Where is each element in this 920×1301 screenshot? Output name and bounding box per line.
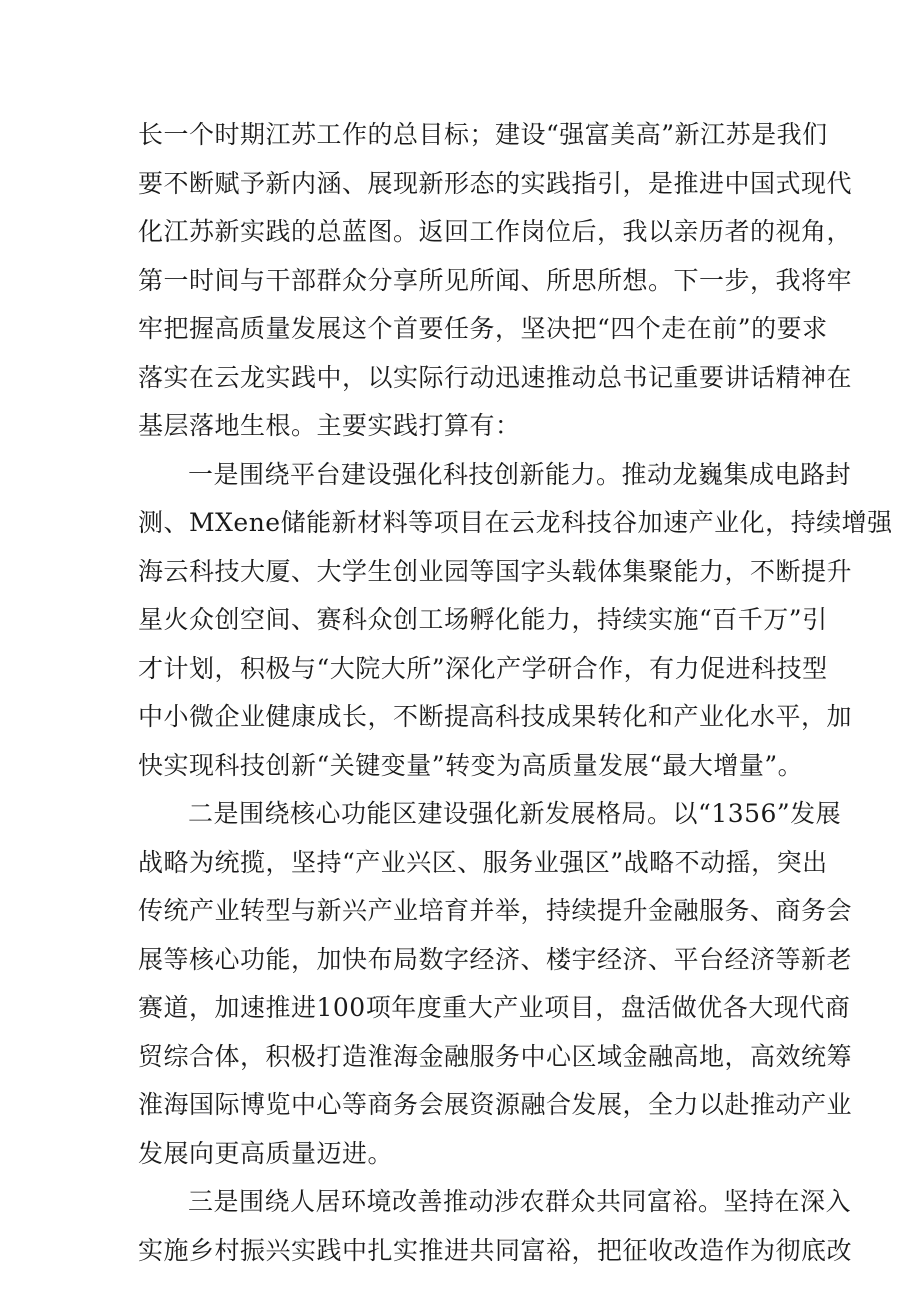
text-line: 要不断赋予新内涵、展现新形态的实践指引，是推进中国式现代 xyxy=(138,168,853,198)
text-line: 长一个时期江苏工作的总目标；建设“强富美高”新江苏是我们 xyxy=(138,120,828,149)
text-line: 贸综合体，积极打造淮海金融服务中心区域金融高地，高效统筹 xyxy=(138,1041,853,1071)
text-line: 中小微企业健康成长，不断提高科技成果转化和产业化水平，加 xyxy=(138,702,853,731)
text-line: 基层落地生根。主要实践打算有： xyxy=(138,411,521,440)
paragraph-intro xyxy=(138,111,853,451)
document-body xyxy=(138,111,893,1275)
paragraph-point-one xyxy=(138,451,893,791)
text-line: 传统产业转型与新兴产业培育并举，持续提升金融服务、商务会 xyxy=(138,896,853,925)
text-line: 快实现科技创新“关键变量”转变为高质量发展“最大增量”。 xyxy=(138,750,804,780)
text-line: 展等核心功能，加快布局数字经济、楼宇经济、平台经济等新老 xyxy=(138,944,853,974)
text-line: 牢把握高质量发展这个首要任务，坚决把“四个走在前”的要求 xyxy=(138,314,828,343)
paragraph-point-three xyxy=(138,1178,853,1275)
text-line: 发展向更高质量迈进。 xyxy=(138,1138,394,1168)
text-line: 第一时间与干部群众分享所见所闻、所思所想。下一步，我将牢 xyxy=(138,265,853,295)
text-line: 化江苏新实践的总蓝图。返回工作岗位后，我以亲历者的视角， xyxy=(138,217,853,246)
text-line: 测、MXene储能新材料等项目在云龙科技谷加速产业化，持续增强 xyxy=(138,508,893,537)
text-line: 淮海国际博览中心等商务会展资源融合发展，全力以赴推动产业 xyxy=(138,1090,853,1119)
text-line: 三是围绕人居环境改善推动涉农群众共同富裕。坚持在深入 xyxy=(188,1187,852,1216)
paragraph-point-two xyxy=(138,790,853,1178)
text-line: 海云科技大厦、大学生创业园等国字头载体集聚能力，不断提升 xyxy=(138,556,853,586)
text-line: 战略为统揽，坚持“产业兴区、服务业强区”战略不动摇，突出 xyxy=(138,847,828,877)
text-line: 星火众创空间、赛科众创工场孵化能力，持续实施“百千万”引 xyxy=(138,605,828,634)
text-line: 二是围绕核心功能区建设强化新发展格局。以“1356”发展 xyxy=(188,799,842,828)
text-line: 才计划，积极与“大院大所”深化产学研合作，有力促进科技型 xyxy=(138,653,828,683)
text-line: 一是围绕平台建设强化科技创新能力。推动龙巍集成电路封 xyxy=(188,459,852,489)
text-line: 落实在云龙实践中，以实际行动迅速推动总书记重要讲话精神在 xyxy=(138,362,853,392)
text-line: 赛道，加速推进100项年度重大产业项目，盘活做优各大现代商 xyxy=(138,993,851,1022)
text-line: 实施乡村振兴实践中扎实推进共同富裕，把征收改造作为彻底改 xyxy=(138,1235,853,1265)
